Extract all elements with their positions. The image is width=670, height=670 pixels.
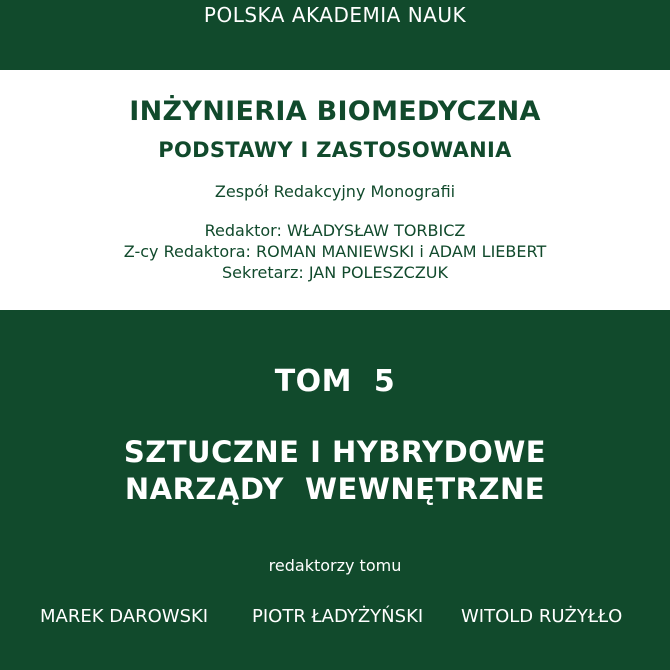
series-credits xyxy=(0,220,670,283)
credit-editor: Redaktor: WŁADYSŁAW TORBICZ xyxy=(204,221,466,240)
publisher-name: POLSKA AKADEMIA NAUK xyxy=(203,3,467,27)
editorial-committee: Zespół Redakcyjny Monografii xyxy=(214,182,456,201)
credit-secretary: Sekretarz: JAN POLESZCZUK xyxy=(221,263,449,282)
volume-title xyxy=(0,434,670,508)
series-subtitle: PODSTAWY I ZASTOSOWANIA xyxy=(158,138,512,162)
editor-name: WITOLD RUŻYŁŁO xyxy=(461,606,623,627)
editor-name: MAREK DAROWSKI xyxy=(40,606,209,627)
series-title: INŻYNIERIA BIOMEDYCZNA xyxy=(129,96,541,127)
volume-title-line-1: SZTUCZNE I HYBRYDOWE xyxy=(123,435,547,469)
volume-number: TOM 5 xyxy=(274,364,396,399)
volume-editors-label: redaktorzy tomu xyxy=(268,556,402,575)
editor-name: PIOTR ŁADYŻYŃSKI xyxy=(252,606,424,627)
credit-deputy-editors: Z-cy Redaktora: ROMAN MANIEWSKI i ADAM LIEBERT xyxy=(123,242,547,261)
volume-title-line-2: NARZĄDY WEWNĘTRZNE xyxy=(124,472,546,506)
